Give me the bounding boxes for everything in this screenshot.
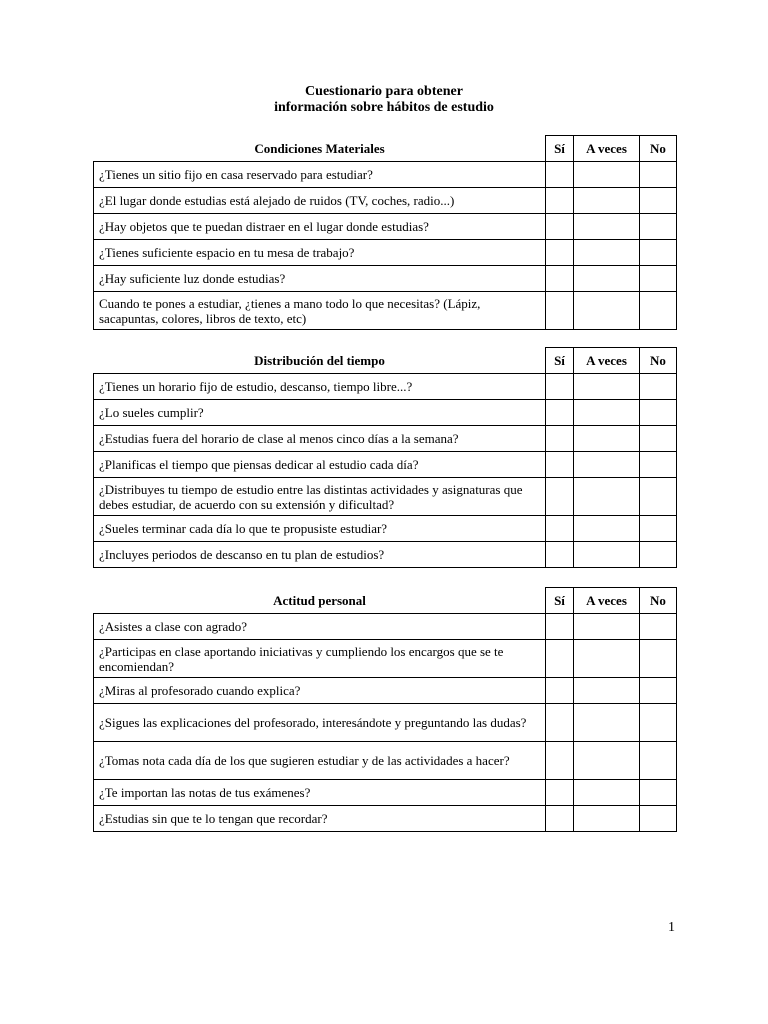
answer-no-cell[interactable] (640, 426, 677, 452)
title-line-2: información sobre hábitos de estudio (274, 100, 494, 115)
column-a-veces: A veces (574, 348, 640, 374)
answer-si-cell[interactable] (546, 806, 574, 832)
question-text: ¿El lugar donde estudias está alejado de ruidos (TV, coches, radio...) (94, 188, 546, 214)
answer-a-veces-cell[interactable] (574, 240, 640, 266)
question-row (94, 806, 677, 832)
answer-no-cell[interactable] (640, 452, 677, 478)
column-a-veces: A veces (574, 136, 640, 162)
question-text: ¿Distribuyes tu tiempo de estudio entre las distintas actividades y asignaturas que debes estudiar, de acuerdo con su extensión y dificultad? (94, 478, 546, 516)
section-heading: Condiciones Materiales (94, 136, 546, 162)
answer-a-veces-cell[interactable] (574, 266, 640, 292)
answer-si-cell[interactable] (546, 542, 574, 568)
answer-si-cell[interactable] (546, 374, 574, 400)
question-row (94, 678, 677, 704)
question-text: ¿Lo sueles cumplir? (94, 400, 546, 426)
question-row (94, 426, 677, 452)
title-line-1: Cuestionario para obtener (305, 84, 463, 99)
answer-si-cell[interactable] (546, 188, 574, 214)
answer-si-cell[interactable] (546, 678, 574, 704)
answer-a-veces-cell[interactable] (574, 400, 640, 426)
question-text: ¿Hay suficiente luz donde estudias? (94, 266, 546, 292)
answer-si-cell[interactable] (546, 516, 574, 542)
column-si: Sí (546, 136, 574, 162)
answer-no-cell[interactable] (640, 478, 677, 516)
table-condiciones-materiales (93, 135, 677, 330)
question-text: ¿Estudias sin que te lo tengan que recordar? (94, 806, 546, 832)
column-no: No (640, 588, 677, 614)
question-row (94, 614, 677, 640)
question-row (94, 162, 677, 188)
answer-si-cell[interactable] (546, 240, 574, 266)
answer-si-cell[interactable] (546, 614, 574, 640)
answer-no-cell[interactable] (640, 374, 677, 400)
question-row (94, 742, 677, 780)
question-row (94, 400, 677, 426)
answer-si-cell[interactable] (546, 292, 574, 330)
question-row (94, 374, 677, 400)
answer-no-cell[interactable] (640, 400, 677, 426)
answer-si-cell[interactable] (546, 478, 574, 516)
section-heading: Distribución del tiempo (94, 348, 546, 374)
answer-no-cell[interactable] (640, 292, 677, 330)
answer-a-veces-cell[interactable] (574, 678, 640, 704)
answer-no-cell[interactable] (640, 162, 677, 188)
question-text: ¿Tienes suficiente espacio en tu mesa de trabajo? (94, 240, 546, 266)
answer-a-veces-cell[interactable] (574, 292, 640, 330)
answer-si-cell[interactable] (546, 640, 574, 678)
question-text: ¿Sigues las explicaciones del profesorado, interesándote y preguntando las dudas? (94, 704, 546, 742)
question-text: ¿Te importan las notas de tus exámenes? (94, 780, 546, 806)
answer-a-veces-cell[interactable] (574, 374, 640, 400)
document-title (0, 84, 768, 116)
column-no: No (640, 136, 677, 162)
answer-si-cell[interactable] (546, 266, 574, 292)
column-si: Sí (546, 588, 574, 614)
question-row (94, 780, 677, 806)
answer-a-veces-cell[interactable] (574, 188, 640, 214)
answer-si-cell[interactable] (546, 452, 574, 478)
table-distribucion-del-tiempo (93, 347, 677, 568)
column-no: No (640, 348, 677, 374)
answer-a-veces-cell[interactable] (574, 162, 640, 188)
answer-no-cell[interactable] (640, 266, 677, 292)
question-text: ¿Planificas el tiempo que piensas dedicar al estudio cada día? (94, 452, 546, 478)
answer-si-cell[interactable] (546, 780, 574, 806)
answer-a-veces-cell[interactable] (574, 742, 640, 780)
question-row (94, 640, 677, 678)
answer-si-cell[interactable] (546, 214, 574, 240)
answer-no-cell[interactable] (640, 780, 677, 806)
answer-si-cell[interactable] (546, 704, 574, 742)
question-row (94, 292, 677, 330)
answer-si-cell[interactable] (546, 400, 574, 426)
answer-no-cell[interactable] (640, 542, 677, 568)
question-text: ¿Tomas nota cada día de los que sugieren estudiar y de las actividades a hacer? (94, 742, 546, 780)
answer-no-cell[interactable] (640, 516, 677, 542)
question-text: ¿Miras al profesorado cuando explica? (94, 678, 546, 704)
answer-no-cell[interactable] (640, 704, 677, 742)
question-row (94, 516, 677, 542)
answer-no-cell[interactable] (640, 742, 677, 780)
table-actitud-personal (93, 587, 677, 832)
answer-a-veces-cell[interactable] (574, 704, 640, 742)
answer-si-cell[interactable] (546, 742, 574, 780)
question-text: ¿Tienes un sitio fijo en casa reservado para estudiar? (94, 162, 546, 188)
column-si: Sí (546, 348, 574, 374)
page-number: 1 (668, 920, 675, 935)
question-text: ¿Hay objetos que te puedan distraer en el lugar donde estudias? (94, 214, 546, 240)
answer-no-cell[interactable] (640, 806, 677, 832)
answer-si-cell[interactable] (546, 426, 574, 452)
question-row (94, 240, 677, 266)
question-row (94, 266, 677, 292)
answer-no-cell[interactable] (640, 240, 677, 266)
answer-a-veces-cell[interactable] (574, 640, 640, 678)
question-text: ¿Tienes un horario fijo de estudio, descanso, tiempo libre...? (94, 374, 546, 400)
answer-no-cell[interactable] (640, 640, 677, 678)
answer-a-veces-cell[interactable] (574, 426, 640, 452)
answer-no-cell[interactable] (640, 614, 677, 640)
answer-a-veces-cell[interactable] (574, 214, 640, 240)
question-row (94, 478, 677, 516)
answer-no-cell[interactable] (640, 188, 677, 214)
answer-si-cell[interactable] (546, 162, 574, 188)
answer-a-veces-cell[interactable] (574, 780, 640, 806)
answer-no-cell[interactable] (640, 214, 677, 240)
question-text: ¿Participas en clase aportando iniciativas y cumpliendo los encargos que se te encomiendan? (94, 640, 546, 678)
question-text: ¿Sueles terminar cada día lo que te propusiste estudiar? (94, 516, 546, 542)
answer-a-veces-cell[interactable] (574, 806, 640, 832)
section-heading: Actitud personal (94, 588, 546, 614)
question-text: ¿Incluyes periodos de descanso en tu plan de estudios? (94, 542, 546, 568)
question-row (94, 452, 677, 478)
answer-no-cell[interactable] (640, 678, 677, 704)
question-text: ¿Asistes a clase con agrado? (94, 614, 546, 640)
answer-a-veces-cell[interactable] (574, 516, 640, 542)
question-row (94, 188, 677, 214)
question-text: Cuando te pones a estudiar, ¿tienes a mano todo lo que necesitas? (Lápiz, sacapuntas, colores, libros de texto, etc) (94, 292, 546, 330)
answer-a-veces-cell[interactable] (574, 452, 640, 478)
answer-a-veces-cell[interactable] (574, 542, 640, 568)
answer-a-veces-cell[interactable] (574, 614, 640, 640)
question-text: ¿Estudias fuera del horario de clase al menos cinco días a la semana? (94, 426, 546, 452)
question-row (94, 214, 677, 240)
question-row (94, 704, 677, 742)
column-a-veces: A veces (574, 588, 640, 614)
question-row (94, 542, 677, 568)
answer-a-veces-cell[interactable] (574, 478, 640, 516)
